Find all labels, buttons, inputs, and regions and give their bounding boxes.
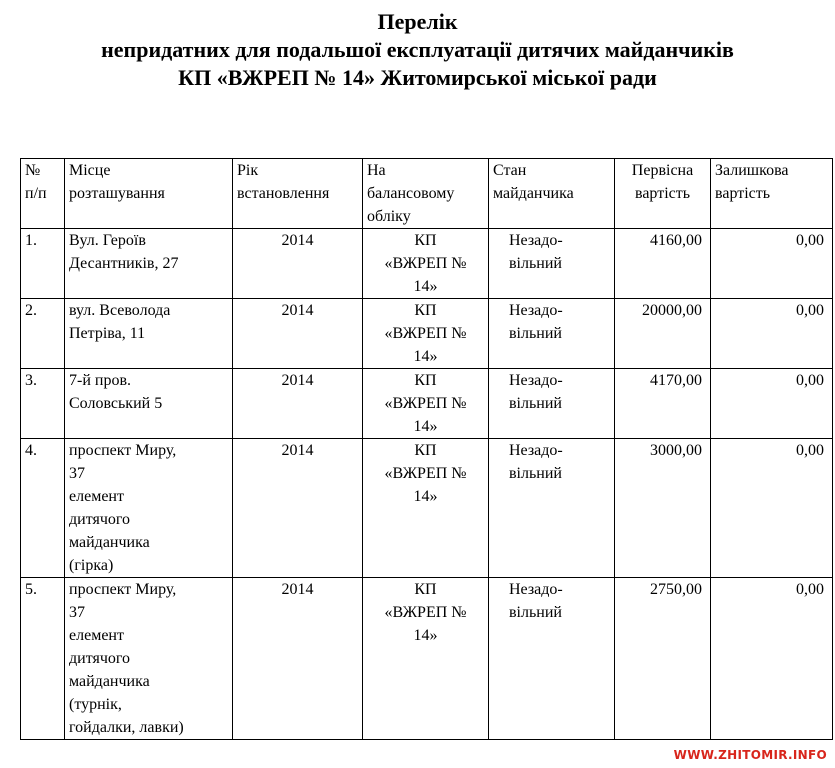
table-row	[21, 578, 833, 740]
table-row	[21, 299, 833, 369]
cell-place: проспект Миру, 37 елемент дитячого майданчика (турнік, гойдалки, лавки)	[65, 578, 233, 740]
cell-num: 5.	[21, 578, 65, 740]
cell-residual-cost: 0,00	[711, 578, 833, 740]
cell-num: 3.	[21, 369, 65, 439]
playgrounds-table	[20, 158, 833, 740]
header-initial-cost: Первісна вартість	[615, 159, 711, 229]
cell-year: 2014	[233, 369, 363, 439]
table-row	[21, 439, 833, 578]
cell-state: Незадо- вільний	[489, 439, 615, 578]
cell-num: 1.	[21, 229, 65, 299]
cell-place: 7-й пров. Соловський 5	[65, 369, 233, 439]
site-watermark: WWW.ZHITOMIR.INFO	[673, 748, 827, 762]
cell-year: 2014	[233, 299, 363, 369]
cell-initial-cost: 20000,00	[615, 299, 711, 369]
cell-state: Незадо- вільний	[489, 369, 615, 439]
cell-state: Незадо- вільний	[489, 229, 615, 299]
title-line-1: Перелік	[377, 9, 458, 34]
document-title	[0, 8, 835, 92]
table-row	[21, 229, 833, 299]
table-row	[21, 369, 833, 439]
cell-residual-cost: 0,00	[711, 369, 833, 439]
cell-balance: КП «ВЖРЕП № 14»	[363, 369, 489, 439]
cell-initial-cost: 3000,00	[615, 439, 711, 578]
cell-num: 4.	[21, 439, 65, 578]
title-line-3: КП «ВЖРЕП № 14» Житомирської міської ради	[178, 65, 657, 90]
cell-initial-cost: 2750,00	[615, 578, 711, 740]
cell-residual-cost: 0,00	[711, 299, 833, 369]
header-year: Рік встановлення	[233, 159, 363, 229]
cell-initial-cost: 4170,00	[615, 369, 711, 439]
cell-place: вул. Всеволода Петріва, 11	[65, 299, 233, 369]
title-line-2: непридатних для подальшої експлуатації дитячих майданчиків	[101, 37, 734, 62]
header-place: Місце розташування	[65, 159, 233, 229]
cell-state: Незадо- вільний	[489, 578, 615, 740]
cell-num: 2.	[21, 299, 65, 369]
header-num: № п/п	[21, 159, 65, 229]
header-state: Стан майданчика	[489, 159, 615, 229]
cell-year: 2014	[233, 439, 363, 578]
cell-balance: КП «ВЖРЕП № 14»	[363, 439, 489, 578]
cell-place: проспект Миру, 37 елемент дитячого майданчика (гірка)	[65, 439, 233, 578]
cell-initial-cost: 4160,00	[615, 229, 711, 299]
table-header-row	[21, 159, 833, 229]
cell-year: 2014	[233, 578, 363, 740]
cell-residual-cost: 0,00	[711, 229, 833, 299]
header-residual-cost: Залишкова вартість	[711, 159, 833, 229]
cell-residual-cost: 0,00	[711, 439, 833, 578]
cell-balance: КП «ВЖРЕП № 14»	[363, 229, 489, 299]
header-balance: На балансовому обліку	[363, 159, 489, 229]
cell-balance: КП «ВЖРЕП № 14»	[363, 578, 489, 740]
cell-balance: КП «ВЖРЕП № 14»	[363, 299, 489, 369]
cell-year: 2014	[233, 229, 363, 299]
cell-place: Вул. Героїв Десантників, 27	[65, 229, 233, 299]
cell-state: Незадо- вільний	[489, 299, 615, 369]
